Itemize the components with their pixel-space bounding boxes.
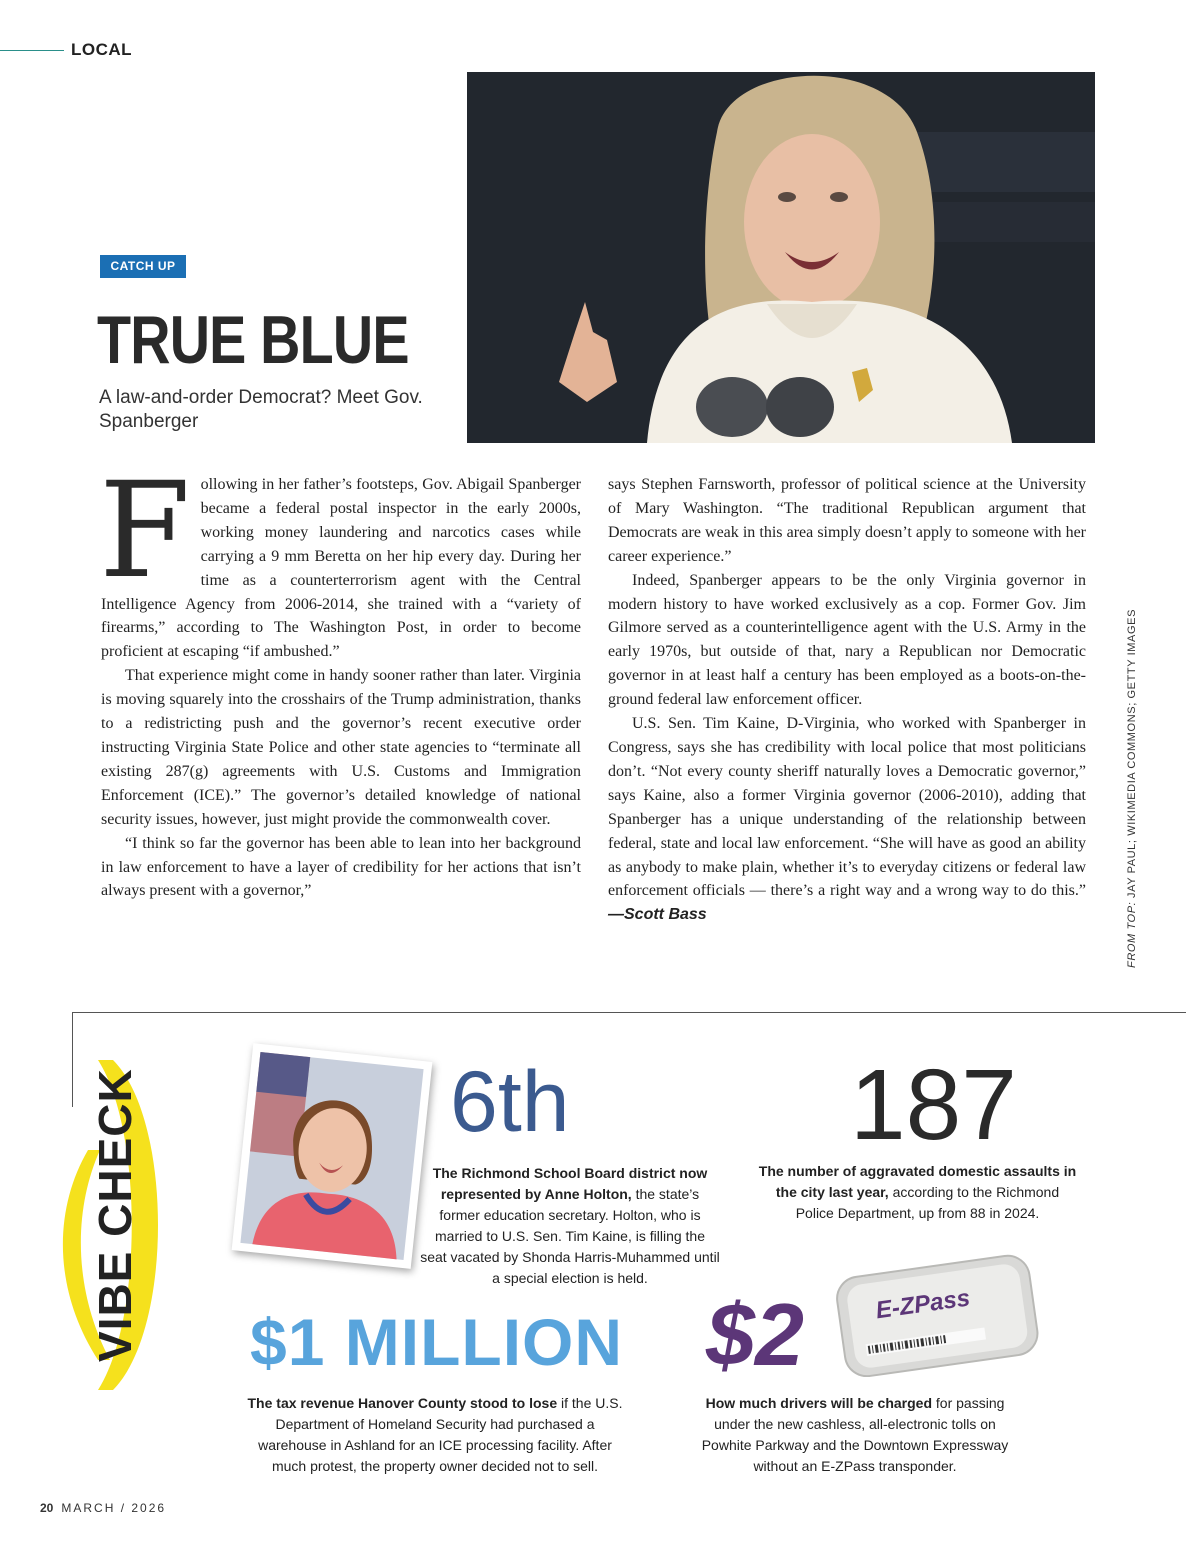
body-column-left [99, 454, 581, 903]
paragraph-5: Indeed, Spanberger appears to be the only Virginia governor in modern history to have worked exclusively as a cop. Former Gov. Jim Gilmore served as a counterintelligence agent with the U.S. Army in the early 1970s, but outside of that, nary a Republican nor Democratic governor in at least half a century has been employed as a boots-on-the-ground federal law enforcement officer. [608, 571, 1086, 709]
section-label: LOCAL [71, 40, 133, 59]
page-number: 20 [40, 1501, 54, 1515]
paragraph-4: says Stephen Farnsworth, professor of political science at the University of Mary Washington. “The traditional Republican argument that Democrats are weak in this area simply doesn’t apply to someone with her career experience.” [608, 476, 1086, 565]
stat-description-6th [420, 1163, 720, 1289]
paragraph-3: “I think so far the governor has been able to lean into her background in law enforcement to have a layer of credibility for her actions that isn’t always present with a governor,” [101, 834, 581, 900]
vibe-check-rule-horizontal [72, 1012, 1186, 1013]
hero-photo-spanberger [467, 72, 1095, 443]
stat-number-2-dollars: $2 [706, 1285, 804, 1384]
stat-number-187: 187 [850, 1049, 1017, 1161]
stat-number-6th: 6th [450, 1054, 570, 1150]
paragraph-1: ollowing in her father’s footsteps, Gov. Abigail Spanberger became a federal postal inspector in the early 2000s, working money laundering and narcotics cases while carrying a 9 mm Beretta on her hip every day. During her time as a counterterrorism agent with the Central Intelligence Agency from 2006-2014, she trained with a “variety of firearms,” according to The Washington Post, in order to become proficient at escaping “if ambushed.” [101, 476, 581, 661]
stat-6th-rest: the state’s former education secretary. Holton, who is married to U.S. Sen. Tim Kaine, is filling the seat vacated by Shonda Harris-Muhammed until a special election is held. [420, 1186, 720, 1286]
body-column-right [608, 473, 1086, 927]
paragraph-2: That experience might come in handy sooner rather than later. Virginia is moving squarely into the crosshairs of the Trump administration, thanks to a redistricting push and the governor’s recent executive order instructing Virginia State Police and other state agencies to “terminate all existing 287(g) agreements with U.S. Customs and Immigration Enforcement (ICE).” The governor’s detailed knowledge of national security issues, however, just might provide the commonwealth cover. [101, 667, 581, 828]
stat-description-1-million [240, 1393, 630, 1477]
page-folio [40, 1501, 166, 1515]
stat-1-million-rest: if the U.S. Department of Homeland Security had purchased a warehouse in Ashland for an ICE processing facility. After much protest, the property owner decided not to sell. [258, 1395, 623, 1474]
ezpass-logo: E-ZPass [874, 1284, 972, 1325]
ezpass-transponder-image [832, 1252, 1042, 1377]
headline: TRUE BLUE [97, 302, 409, 378]
photo-credit [1126, 609, 1138, 968]
photo-credit-names: JAY PAUL; WIKIMEDIA COMMONS; GETTY IMAGES [1126, 608, 1138, 899]
drop-cap: F [99, 454, 191, 608]
vibe-check-title: VIBE CHECK [89, 1068, 141, 1362]
stat-2-dollars-rest: for passing under the new cashless, all-electronic tolls on Powhite Parkway and the Downtown Expressway without an E-ZPass transponder. [701, 1395, 1009, 1474]
stat-1-million-lead: The tax revenue Hanover County stood to lose [247, 1395, 558, 1411]
kicker-badge: CATCH UP [100, 255, 186, 278]
stat-2-dollars-lead: How much drivers will be charged [705, 1395, 933, 1411]
photo-anne-holton [232, 1043, 433, 1269]
stat-description-2-dollars [690, 1393, 1020, 1477]
stat-187-lead: The number of aggravated domestic assaults in the city last year, [758, 1163, 1077, 1200]
issue-date: MARCH / 2026 [61, 1501, 167, 1515]
photo-credit-prefix: FROM TOP: [1126, 901, 1138, 968]
stat-187-rest: according to the Richmond Police Department, up from 88 in 2024. [795, 1184, 1060, 1221]
paragraph-6-text: U.S. Sen. Tim Kaine, D-Virginia, who worked with Spanberger in Congress, says she has credibility with local police that most politicians don’t. “Not every county sheriff naturally loves a Democratic governor,” says Kaine, also a former Virginia governor (2006-2010), adding that Spanberger has a unique understanding of the relationship between federal, state and local law enforcement. “She will have as good an ability as anybody to make plain, whether it’s to everyday citizens or federal law enforcement officials — there’s a right way and a wrong way to do this.” [608, 715, 1086, 900]
stat-description-187 [755, 1161, 1080, 1224]
stat-6th-lead: The Richmond School Board district now represented by Anne Holton, [432, 1165, 708, 1202]
section-rule [0, 50, 64, 51]
byline: —Scott Bass [608, 906, 707, 924]
dek: A law-and-order Democrat? Meet Gov. Spanberger [99, 387, 423, 432]
stat-number-1-million: $1 MILLION [250, 1305, 624, 1379]
paragraph-6 [608, 712, 1086, 927]
